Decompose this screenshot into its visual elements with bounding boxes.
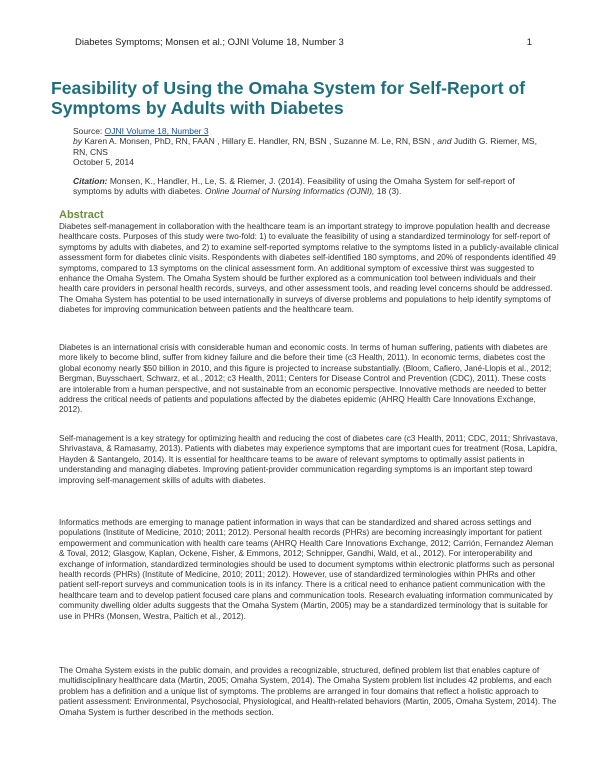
publication-date: October 5, 2014 [73,156,134,167]
citation [73,176,553,197]
body-paragraph: The Omaha System exists in the public domain, and provides a recognizable, structured, defined problem list that enables capture of multidisciplinary healthcare data (Martin, 2005; Omaha System, 2014). The Omaha System problem list includes 42 problems, and each problem has a definition and a unique list of symptoms. The problems are arranged in four domains that reflect a holistic approach to patient assessment: Environmental, Psychosocial, Physiological, and Health-related behaviors (Martin, 2005, Omaha System, 2014). The Omaha System is further described in the methods section. [59,666,557,717]
abstract-heading: Abstract [59,209,104,221]
article-meta [73,126,553,167]
source-label: Source: [73,126,103,136]
and-label: and [437,136,452,147]
citation-volume: 18 (3). [376,186,402,197]
authors: Karen A. Monsen, PhD, RN, FAAN , Hillary E. Handler, RN, BSN , Suzanne M. Le, RN, BSN , [84,136,435,147]
page-number: 1 [526,37,532,48]
source-link[interactable]: OJNI Volume 18, Number 3 [104,126,209,136]
last-author: Judith G. Riemer, MS, RN, CNS [73,136,537,157]
source-line [73,126,553,136]
by-label: by [73,136,82,147]
article-title: Feasibility of Using the Omaha System for Self-Report of Symptoms by Adults with Diabetes [51,78,526,118]
body-paragraph: Informatics methods are emerging to manage patient information in ways that can be standardized and shared across settings and populations (Institute of Medicine, 2010; 2011; 2012). Personal health records (PHRs) are becoming increasingly important for patient empowerment and communication with health care teams (AHRQ Health Care Innovations Exchange, 2012; Carrión, Fernandez Aleman & Toval, 2012; Glasgow, Kaplan, Ockene, Fisher, & Emmons, 2012; Schnipper, Gandhi, Wald, et al., 2012). For interoperability and exchange of information, standardized terminologies should be used to document symptoms within electronic platforms such as personal health records (PHRs) (Institute of Medicine, 2010; 2011; 2012). However, use of standardized terminologies within PHRs and other patient self-report surveys and communication tools is in its infancy. There is a critical need to enhance patient communication with the healthcare team and to develop patient focused care plans and communication tools. Research evaluating information communicated by community dwelling older adults suggests that the Omaha System (Martin, 2005) may be a standardized terminology that is suitable for use in PHRs (Monsen, Westra, Paitich et al., 2012). [59,518,555,621]
authors-line [73,136,553,157]
body-paragraph: Diabetes is an international crisis with considerable human and economic costs. In terms of human suffering, patients with diabetes are more likely to become blind, suffer from kidney failure and die before their time (c3 Health, 2011). In economic terms, diabetes cost the global economy nearly $50 billion in 2010, and this figure is projected to increase substantially. (Bloom, Cafiero, Jané-Llopis et al., 2012; Bergman, Buysschaert, Schwarz, et al., 2012; c3 Health, 2011; Centers for Disease Control and Prevention (CDC), 2011). These costs are intolerable from a human perspective, and not sustainable from an economic perspective. Innovative methods are needed to better address the critical needs of patients and populations affected by the diabetes epidemic (AHRQ Health Care Innovations Exchange, 2012). [59,343,552,415]
body-paragraph: Self-management is a key strategy for optimizing health and reducing the cost of diabetes care (c3 Health, 2011; CDC, 2011; Shrivastava, Shrivastava, & Ramasamy, 2013). Patients with diabetes may experience symptoms that are important cues for treatment (Rosa, Lapidra, Hayden & Santangelo, 2014). It is essential for healthcare teams to be aware of relevant symptoms to optimally assist patients in understanding and managing diabetes. Improving patient-provider communication regarding symptoms is an important step toward improving self-management skills of adults with diabetes. [59,434,558,485]
citation-journal: Online Journal of Nursing Informatics (OJNI), [204,186,375,197]
running-head: Diabetes Symptoms; Monsen et al.; OJNI Volume 18, Number 3 [75,37,344,48]
citation-text: Monsen, K., Handler, H., Le, S. & Riemer, J. (2014). Feasibility of using the Omaha System for self-report of symptoms by adults with diabetes. [73,176,515,197]
citation-label: Citation: [73,176,108,186]
abstract-paragraph: Diabetes self-management in collaboration with the healthcare team is an important strategy to improve population health and decrease healthcare costs. Purposes of this study were two-fold: 1) to evaluate the feasibility of using a standardized terminology for self-report of symptoms by adults with diabetes, and 2) to examine self-reported symptoms relative to the symptoms listed in a publicly-available clinical assessment form for diabetes clinic visits. Respondents with diabetes self-identified 180 symptoms, and 20% of respondents identified 49 symptoms, compared to 13 symptoms on the clinical assessment form. An additional symptom of excessive thirst was suggested to enhance the Omaha System. The Omaha System should be further explored as a communication tool between individuals and their health care providers in personal health records, surveys, and other assessment tools, and reading level concerns should be addressed. The Omaha System has potential to be used internationally in surveys of diverse problems and populations to help identify symptoms of diabetes for improving communication between patients and the healthcare team. [59,222,559,315]
